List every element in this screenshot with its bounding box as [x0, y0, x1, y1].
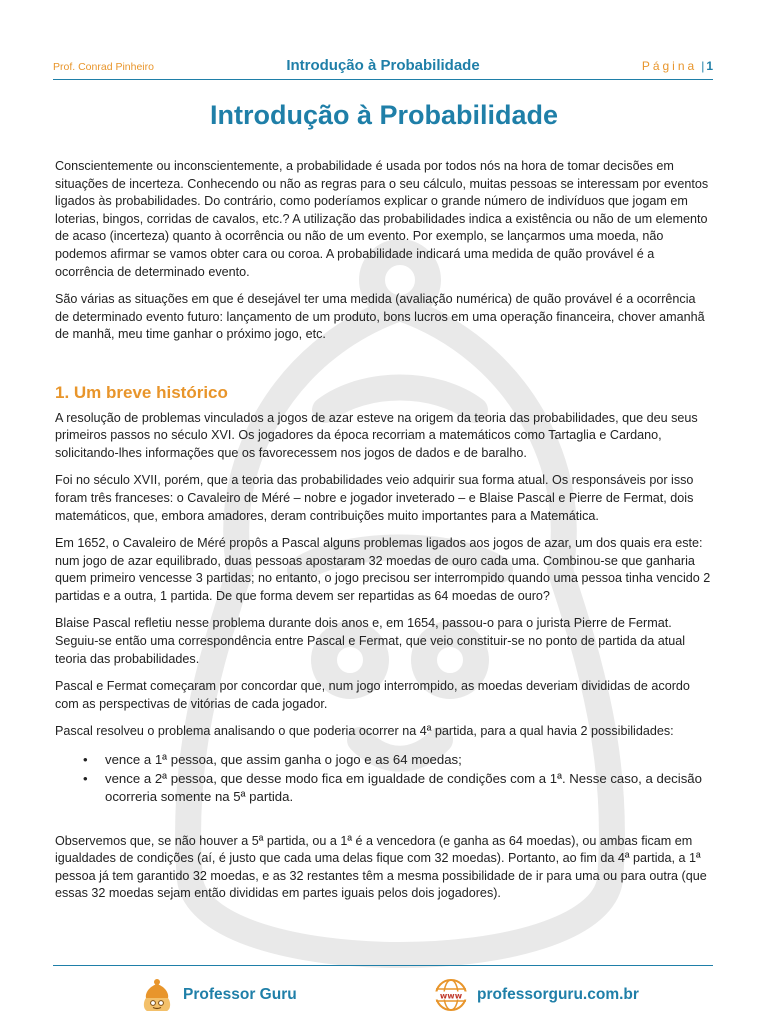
- website-link[interactable]: professorguru.com.br: [477, 986, 639, 1003]
- header-title: Introdução à Probabilidade: [286, 57, 480, 74]
- section-heading: 1. Um breve histórico: [55, 382, 228, 402]
- page-number: 1: [706, 59, 713, 73]
- bullet-icon: •: [83, 770, 88, 786]
- intro-paragraph: São várias as situações em que é desejável ter uma medida (avaliação numérica) de quão provável é a ocorrência de determinado evento futuro: lançamento de um produto, bons lucros em uma operação financeira, chover amanhã de manhã, meu time ganhar o próximo jogo, etc.: [55, 292, 705, 342]
- section-paragraph: Blaise Pascal refletiu nesse problema durante dois anos e, em 1654, passou-o para o jurista Pierre de Fermat. Seguiu-se então uma correspondência entre Pascal e Fermat, que veio constituir-se no ponto de partida da atual teoria das probabilidades.: [55, 616, 686, 666]
- section-paragraph: Foi no século XVII, porém, que a teoria das probabilidades veio adquirir sua forma atual. Os responsáveis por isso foram três franceses: o Cavaleiro de Méré – nobre e jogador inveterado – e Blaise Pascal e Pierre de Fermat, dois matemáticos, que, embora amadores, deram contribuições muito importantes para a Matemática.: [55, 473, 694, 523]
- section-paragraph: Pascal e Fermat começaram por concordar que, num jogo interrompido, as moedas deveriam divididas de acordo com as perspectivas de vitórias de cada jogador.: [55, 679, 690, 711]
- bullet-item: [83, 770, 713, 807]
- page-label: Página: [641, 59, 698, 73]
- closing-paragraph: Observemos que, se não houver a 5ª partida, ou a 1ª é a vencedora (e ganha as 64 moedas), ou ambas ficam em igualdades de condições (aí, é justo que cada uma delas fique com 32 moedas). Portanto, ao fim da 4ª partida, a 1ª pessoa já tem garantido 32 moedas, e as 32 restantes têm a mesma possibilidade de ir para uma ou para outra (que essas 32 moedas sejam então divididas em partes iguais pelos dois jogadores).: [55, 833, 707, 901]
- footer-brand: [139, 978, 297, 1012]
- intro-paragraph: Conscientemente ou inconscientemente, a probabilidade é usada por todos nós na hora de tomar decisões em situações de incerteza. Conhecendo ou não as regras para o seu cálculo, muitas pessoas se interessam por eventos ligados às probabilidades. Do contrário, como poderíamos explicar o grande número de indivíduos que jogam em loterias, bingos, corridas de cavalos, etc.? A utilização das probabilidades indica a existência ou não de um elemento de acaso (incerteza) quanto à ocorrência ou não de um evento. Por exemplo, se lançarmos uma moeda, não podemos afirmar se vamos obter cara ou coroa. A probabilidade indicará uma medida de quão provável é a ocorrência de determinado evento.: [55, 159, 709, 279]
- bullet-text: vence a 2ª pessoa, que desse modo fica em igualdade de condições com a 1ª. Nesse caso, a decisão ocorreria somente na 5ª partida.: [105, 770, 702, 805]
- header-page-number: [642, 59, 713, 73]
- bullet-text: vence a 1ª pessoa, que assim ganha o jogo e as 64 moedas;: [105, 752, 462, 768]
- section-paragraph: Em 1652, o Cavaleiro de Méré propôs a Pascal alguns problemas ligados aos jogos de azar, um dos quais era este: num jogo de azar equilibrado, duas pessoas apostaram 32 moedas de ouro cada uma. Combinou-se que ganharia quem primeiro vencesse 3 partidas; no entanto, o jogo precisou ser interrompido quando uma pessoa tinha vencido 2 partidas e a outra, 1 partida. De que forma devem ser repartidas as 64 moedas de ouro?: [55, 536, 711, 603]
- globe-www-icon: [433, 978, 469, 1012]
- section-paragraph: A resolução de problemas vinculados a jogos de azar esteve na origem da teoria das probabilidades, que deu seus primeiros passos no século XVI. Os jogadores da época recorriam a matemáticos como Tartaglia e Cardano, solicitando-lhes informações que os favorecessem nos jogos de dados e de baralho.: [55, 410, 698, 460]
- document-title: Introdução à Probabilidade: [209, 100, 559, 130]
- brand-name: Professor Guru: [183, 986, 297, 1003]
- bullet-item: [83, 751, 713, 770]
- page-header: [53, 57, 713, 80]
- document-body: [55, 158, 713, 913]
- bullet-icon: •: [83, 752, 88, 768]
- section-paragraph: Pascal resolveu o problema analisando o que poderia ocorrer na 4ª partida, para a qual havia 2 possibilidades:: [55, 724, 674, 739]
- page-footer: [53, 965, 713, 1016]
- bullet-list: [55, 751, 713, 807]
- page-separator: |: [701, 59, 705, 73]
- header-author: Prof. Conrad Pinheiro: [53, 61, 154, 73]
- globe-text: www: [439, 991, 463, 1001]
- footer-website: [433, 978, 639, 1012]
- guru-mascot-icon: [139, 978, 175, 1012]
